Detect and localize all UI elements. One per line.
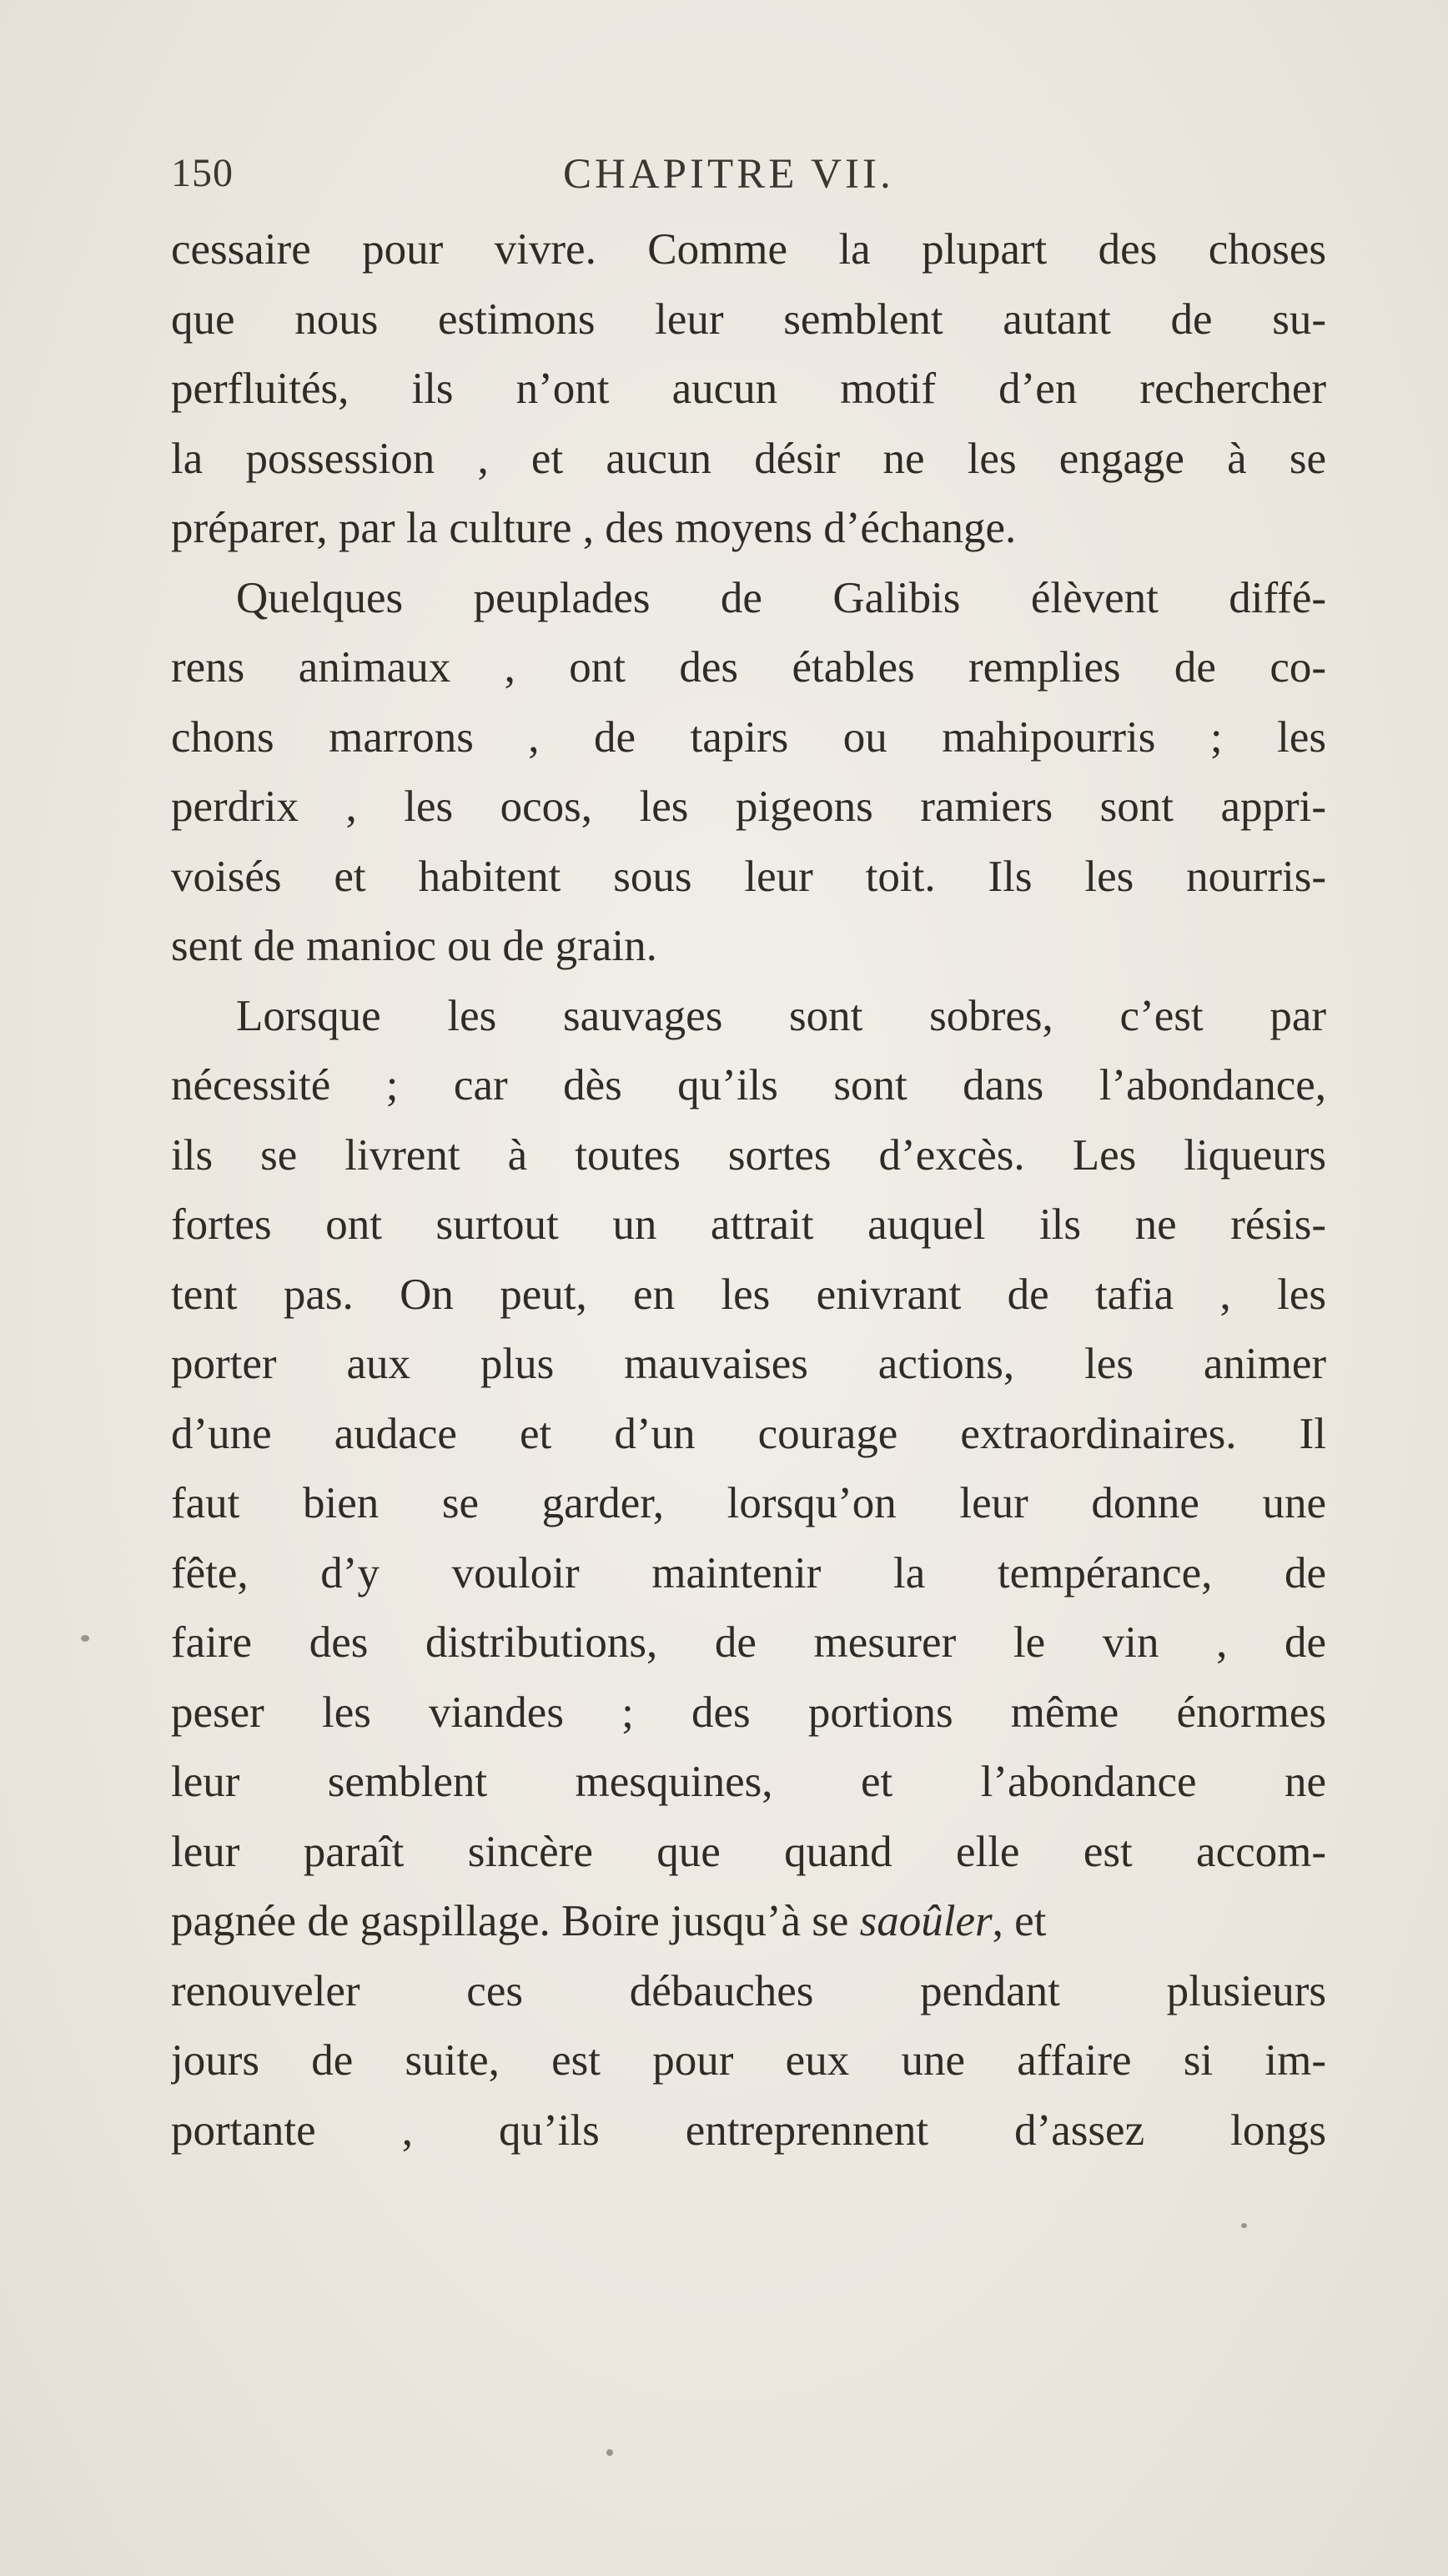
page-number: 150 xyxy=(171,151,234,195)
text-line: renouveler ces débauches pendant plusieurs xyxy=(171,1966,1326,2015)
text-line: cessaire pour vivre. Comme la plupart des choses xyxy=(171,225,1326,274)
text-line: chons marrons , de tapirs ou mahipourris ; les xyxy=(171,712,1326,762)
text-line: voisés et habitent sous leur toit. Ils les nourris- xyxy=(171,852,1326,901)
running-head xyxy=(171,150,1326,209)
text-line: perdrix , les ocos, les pigeons ramiers sont appri- xyxy=(171,782,1326,831)
text-line: Lorsque les sauvages sont sobres, c’est par xyxy=(236,991,1326,1040)
text-line: la possession , et aucun désir ne les engage à se xyxy=(171,434,1326,483)
text-line: que nous estimons leur semblent autant de su- xyxy=(171,294,1326,344)
text-fragment: pagnée de gaspillage. Boire jusqu’à se xyxy=(171,1897,860,1945)
text-line: faut bien se garder, lorsqu’on leur donne une xyxy=(171,1479,1326,1527)
text-line: préparer, par la culture , des moyens d’échange. xyxy=(171,504,1017,552)
text-line: nécessité ; car dès qu’ils sont dans l’abondance, xyxy=(171,1061,1326,1109)
paper-speck xyxy=(1241,2223,1247,2228)
text-line: faire des distributions, de mesurer le vin , de xyxy=(171,1618,1326,1667)
paper-speck xyxy=(81,1635,89,1642)
text-line: sent de manioc ou de grain. xyxy=(171,922,657,970)
text-line: porter aux plus mauvaises actions, les animer xyxy=(171,1340,1326,1388)
body-text xyxy=(171,215,1326,2166)
text-line: jours de suite, est pour eux une affaire si im- xyxy=(171,2036,1326,2085)
text-line: d’une audace et d’un courage extraordinaires. Il xyxy=(171,1409,1326,1458)
text-line: leur paraît sincère que quand elle est accom- xyxy=(171,1827,1326,1876)
text-line: rens animaux , ont des étables remplies de co- xyxy=(171,643,1326,692)
text-line: portante , qu’ils entreprennent d’assez longs xyxy=(171,2106,1326,2155)
italic-word: saoûler xyxy=(859,1897,993,1945)
text-line: leur semblent mesquines, et l’abondance ne xyxy=(171,1758,1326,1806)
text-line: Quelques peuplades de Galibis élèvent diffé- xyxy=(236,573,1326,622)
text-line: ils se livrent à toutes sortes d’excès. Les liqueurs xyxy=(171,1130,1326,1180)
text-line: fortes ont surtout un attrait auquel ils ne résis- xyxy=(171,1200,1326,1249)
text-line-with-italic xyxy=(171,1887,1326,1957)
paper-speck xyxy=(606,2449,613,2456)
text-line: fête, d’y vouloir maintenir la tempérance, de xyxy=(171,1548,1326,1597)
text-line: tent pas. On peut, en les enivrant de tafia , les xyxy=(171,1270,1326,1319)
chapter-title: CHAPITRE VII. xyxy=(563,151,894,198)
text-line: peser les viandes ; des portions même énormes xyxy=(171,1688,1326,1737)
text-fragment: , et xyxy=(992,1897,1047,1945)
text-line: perfluités, ils n’ont aucun motif d’en rechercher xyxy=(171,365,1326,413)
